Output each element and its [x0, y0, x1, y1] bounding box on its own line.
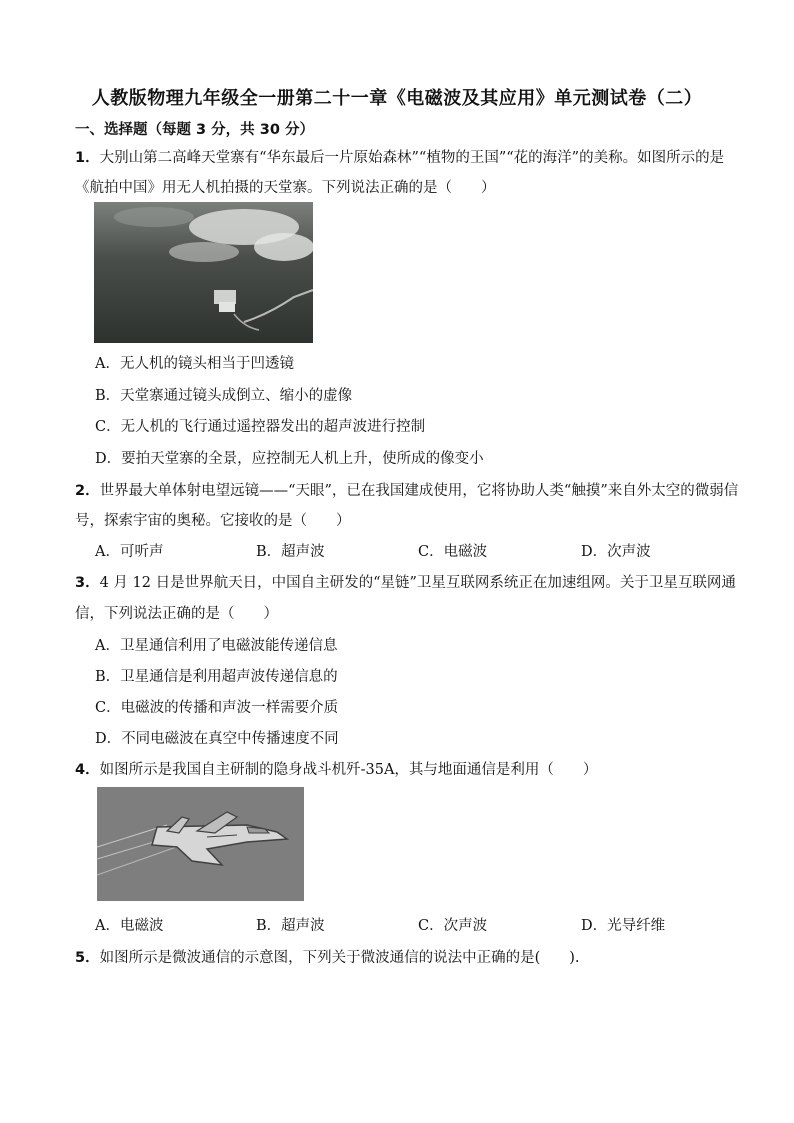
question-number: 1． — [75, 150, 100, 166]
stealth-fighter-photo — [97, 787, 304, 901]
aerial-forest-image — [94, 202, 313, 343]
question-2-line-1: 2．世界最大单体射电望远镜——“天眼”，已在我国建成使用，它将协助人类“触摸”来自外太空的微弱信 — [75, 483, 739, 499]
question-3-line-1: 3．4 月 12 日是世界航天日，中国自主研发的“星链”卫星互联网系统正在加速组网。关于卫星互联网通 — [75, 575, 736, 591]
section-heading: 一、选择题（每题 3 分，共 30 分） — [75, 122, 314, 138]
question-number: 3． — [75, 575, 100, 591]
question-3-option-b: B．卫星通信是利用超声波传递信息的 — [95, 669, 338, 685]
question-4-option-a: A．电磁波 — [95, 918, 164, 934]
question-3-option-d: D．不同电磁波在真空中传播速度不同 — [95, 731, 339, 747]
question-2-option-d: D．次声波 — [581, 544, 651, 560]
question-2-option-c: C．电磁波 — [418, 544, 488, 560]
question-1-option-d: D．要拍天堂寨的全景，应控制无人机上升，使所成的像变小 — [95, 451, 484, 467]
question-3-option-a: A．卫星通信利用了电磁波能传递信息 — [95, 638, 338, 654]
question-1-line-1: 1．大别山第二高峰天堂寨有“华东最后一片原始森林”“植物的王国”“花的海洋”的美称。如图所示的是 — [75, 150, 725, 166]
question-1-option-c: C．无人机的飞行通过遥控器发出的超声波进行控制 — [95, 419, 426, 435]
question-5-line-1: 5．如图所示是微波通信的示意图，下列关于微波通信的说法中正确的是( ). — [75, 950, 580, 966]
question-3-option-c: C．电磁波的传播和声波一样需要介质 — [95, 700, 339, 716]
question-number: 4． — [75, 762, 100, 778]
question-number: 2． — [75, 483, 100, 499]
question-2-option-b: B．超声波 — [256, 544, 325, 560]
question-4-option-d: D．光导纤维 — [581, 918, 666, 934]
aerial-forest-photo — [94, 202, 313, 343]
question-number: 5． — [75, 950, 100, 966]
fighter-jet-image — [97, 787, 304, 901]
question-4-option-b: B．超声波 — [256, 918, 325, 934]
question-2-option-a: A．可听声 — [95, 544, 164, 560]
question-3-line-2: 信，下列说法正确的是（ ） — [75, 606, 278, 622]
question-2-line-2: 号，探索宇宙的奥秘。它接收的是（ ） — [75, 513, 351, 529]
question-4-line-1: 4．如图所示是我国自主研制的隐身战斗机歼-35A，其与地面通信是利用（ ） — [75, 762, 598, 778]
exam-title: 人教版物理九年级全一册第二十一章《电磁波及其应用》单元测试卷（二） — [91, 88, 703, 109]
question-4-option-c: C．次声波 — [418, 918, 488, 934]
question-1-option-b: B．天堂寨通过镜头成倒立、缩小的虚像 — [95, 388, 353, 404]
question-1-line-2: 《航拍中国》用无人机拍摄的天堂寨。下列说法正确的是（ ） — [75, 180, 496, 196]
question-1-option-a: A．无人机的镜头相当于凹透镜 — [95, 356, 294, 372]
